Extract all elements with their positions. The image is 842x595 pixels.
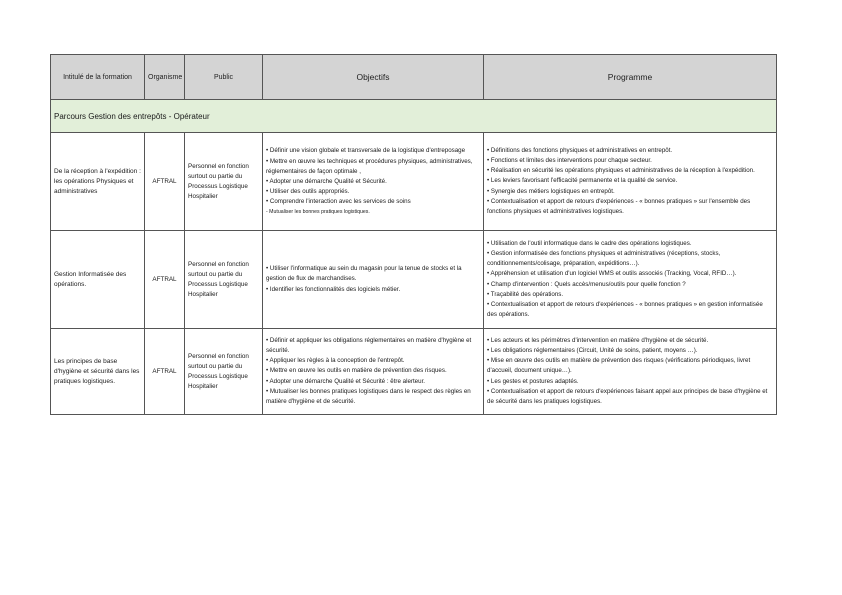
programme-item: • Mise en œuvre des outils en matière de prévention des risques (vérifications périodiques, livret d'accueil, document unique…). xyxy=(487,357,751,375)
course-objectifs xyxy=(263,329,484,415)
header-row xyxy=(51,55,777,100)
course-public: Personnel en fonction surtout ou partie du Processus Logistique Hospitalier xyxy=(185,329,263,415)
header-programme: Programme xyxy=(484,55,777,100)
course-programme xyxy=(484,329,777,415)
programme-item: • Contextualisation et apport de retours d'expériences - « bonnes pratiques » sur l'ensemble des fonctions physiques et administratives logistiques. xyxy=(487,197,751,215)
section-row xyxy=(51,100,777,133)
programme-item: • Les leviers favorisant l'efficacité permanente et la qualité de service. xyxy=(487,177,678,185)
header-public: Public xyxy=(185,55,263,100)
table-row xyxy=(51,231,777,329)
objectif-item: • Mettre en œuvre les techniques et procédures physiques, administratives, réglementaires de façon optimale , xyxy=(266,157,473,175)
course-public: Personnel en fonction surtout ou partie du Processus Logistique Hospitalier xyxy=(185,133,263,231)
table-row xyxy=(51,329,777,415)
course-programme xyxy=(484,133,777,231)
objectif-item: • Mettre en œuvre les outils en matière de prévention des risques. xyxy=(266,367,447,375)
programme-item: • Appréhension et utilisation d'un logiciel WMS et outils associés (Tracking, Vocal, RFID…). xyxy=(487,270,737,278)
objectif-item: • Adopter une démarche Qualité et Sécurité : être alerteur. xyxy=(266,377,426,385)
objectif-item: • Adopter une démarche Qualité et Sécurité. xyxy=(266,178,387,185)
objectif-item: • Définir et appliquer les obligations réglementaires en matière d'hygiène et sécurité. xyxy=(266,336,472,354)
header-objectifs: Objectifs xyxy=(263,55,484,100)
course-programme xyxy=(484,231,777,329)
programme-item: • Champ d'intervention : Quels accès/menus/outils pour quelle fonction ? xyxy=(487,280,686,288)
programme-item: • Contextualisation et apport de retours d'expériences - « bonnes pratiques » en gestion informatisée des opérations. xyxy=(487,300,763,319)
header-organisme: Organisme xyxy=(145,55,185,100)
course-organisme: AFTRAL xyxy=(145,133,185,231)
course-objectifs xyxy=(263,231,484,329)
course-organisme: AFTRAL xyxy=(145,231,185,329)
programme-item: • Fonctions et limites des interventions pour chaque secteur. xyxy=(487,156,652,164)
course-objectifs xyxy=(263,133,484,231)
section-title: Parcours Gestion des entrepôts - Opérateur xyxy=(51,100,777,133)
objectif-note: - Mutualiser les bonnes pratiques logistiques. xyxy=(266,208,370,215)
objectif-item: • Définir une vision globale et transversale de la logistique d'entreposage xyxy=(266,147,466,155)
programme-item: • Utilisation de l'outil informatique dans le cadre des opérations logistiques. xyxy=(487,239,692,247)
objectif-item: • Comprendre l'interaction avec les services de soins xyxy=(266,198,411,206)
programme-item: • Synergie des métiers logistiques en entrepôt. xyxy=(487,187,615,195)
course-title: Les principes de base d'hygiène et sécurité dans les pratiques logistiques. xyxy=(51,329,145,415)
course-public: Personnel en fonction surtout ou partie du Processus Logistique Hospitalier xyxy=(185,231,263,329)
objectif-item: • Utiliser l'informatique au sein du magasin pour la tenue de stocks et la gestion de flux de marchandises. xyxy=(266,265,462,283)
objectif-item: • Identifier les fonctionnalités des logiciels métier. xyxy=(266,285,401,293)
objectif-item: • Utiliser des outils appropriés. xyxy=(266,188,350,196)
programme-item: • Traçabilité des opérations. xyxy=(487,290,564,298)
programme-item: • Les gestes et postures adaptés. xyxy=(487,377,579,385)
objectif-item: • Appliquer les règles à la conception de l'entrepôt. xyxy=(266,357,405,365)
programme-item: • Réalisation en sécurité les opérations physiques et administratives de la réception à l'expédition. xyxy=(487,167,755,175)
course-organisme: AFTRAL xyxy=(145,329,185,415)
course-title: Gestion Informatisée des opérations. xyxy=(51,231,145,329)
training-table xyxy=(50,54,777,415)
objectif-item: • Mutualiser les bonnes pratiques logistiques dans le respect des règles en matière d'hygiène et de sécurité. xyxy=(266,387,471,405)
programme-item: • Les acteurs et les périmètres d'intervention en matière d'hygiène et de sécurité. xyxy=(487,336,709,344)
programme-item: • Les obligations réglementaires (Circuit, Unité de soins, patient, moyens …). xyxy=(487,346,698,354)
programme-item: • Gestion informatisée des fonctions physiques et administratives (réceptions, stocks, conditionnements/colisage, préparation, expéditions…). xyxy=(487,249,721,268)
course-title: De la réception à l'expédition : les opérations Physiques et administratives xyxy=(51,133,145,231)
programme-item: • Définitions des fonctions physiques et administratives en entrepôt. xyxy=(487,146,673,154)
table-row xyxy=(51,133,777,231)
header-intitule: Intitulé de la formation xyxy=(51,55,145,100)
programme-item: • Contextualisation et apport de retours d'expériences faisant appel aux principes de base d'hygiène et de sécurité dans les pratiques logistiques. xyxy=(487,387,768,405)
